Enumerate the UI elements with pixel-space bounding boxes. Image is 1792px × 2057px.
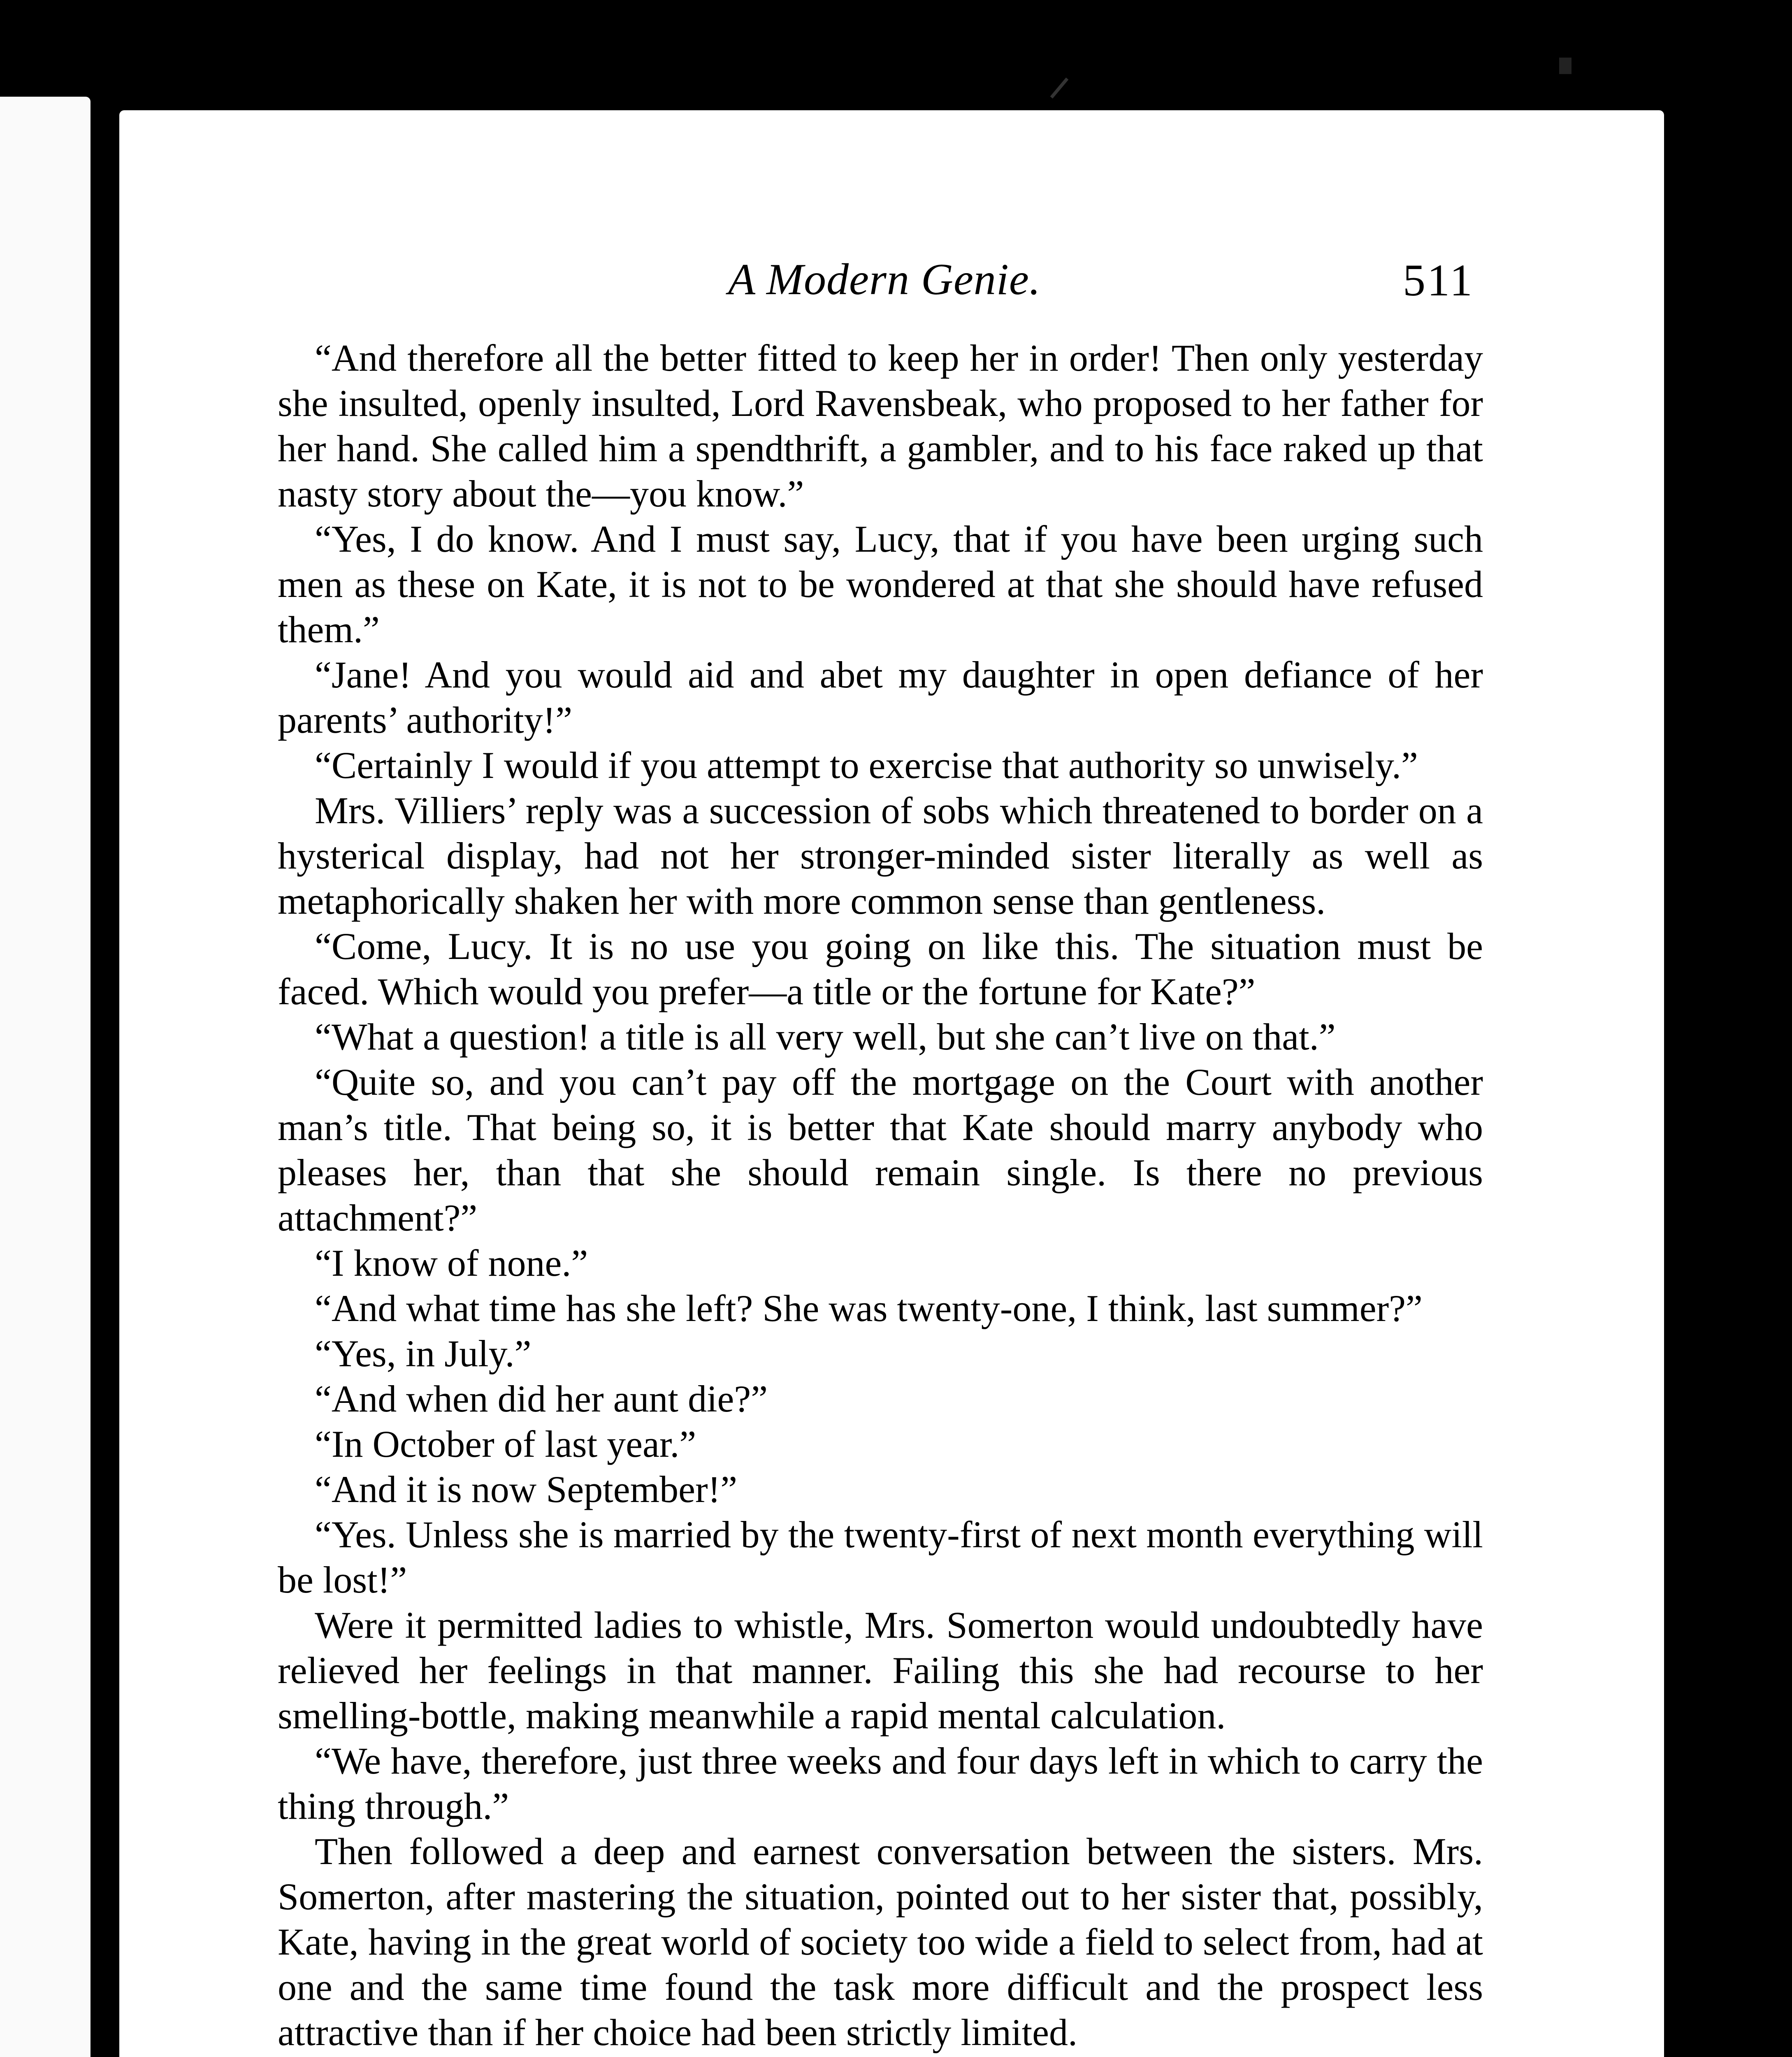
paragraph: Were it permitted ladies to whistle, Mrs. Somerton would undoubtedly have relieved her feelings in that manner. Failing this she had recourse to her smelling-bottle, making meanwhile a rapid mental calculation. — [278, 1604, 1483, 1737]
body-text — [278, 335, 1483, 2057]
scan-mark — [1559, 58, 1571, 74]
paragraph: “And when did her aunt die?” — [315, 1378, 768, 1420]
paragraph: “What a question! a title is all very well, but she can’t live on that.” — [315, 1016, 1336, 1058]
page-number: 511 — [1403, 255, 1474, 305]
adjacent-page-edge — [0, 97, 91, 2057]
running-head-title: A Modern Genie. — [728, 255, 1041, 304]
paragraph: “Yes, in July.” — [315, 1333, 532, 1374]
paragraph: “Yes. Unless she is married by the twenty-first of next month everything will be lost!” — [278, 1514, 1483, 1601]
paragraph: “I know of none.” — [315, 1242, 588, 1284]
paragraph: “And what time has she left? She was twenty-one, I think, last summer?” — [315, 1287, 1423, 1329]
paragraph: “In October of last year.” — [315, 1423, 696, 1465]
paragraph: “Yes, I do know. And I must say, Lucy, that if you have been urging such men as these on Kate, it is not to be wondered at that she should have refused them.” — [278, 518, 1483, 650]
paragraph: “Quite so, and you can’t pay off the mortgage on the Court with another man’s title. That being so, it is better that Kate should marry anybody who pleases her, than that she should remain single. Is there no previous attachment?” — [278, 1061, 1483, 1239]
paragraph: “Come, Lucy. It is no use you going on like this. The situation must be faced. Which would you prefer—a title or the fortune for Kate?” — [278, 925, 1483, 1012]
paragraph — [278, 2055, 1483, 2057]
paragraph: “And therefore all the better fitted to keep her in order! Then only yesterday she insulted, openly insulted, Lord Ravensbeak, who proposed to her father for her hand. She called him a spendthrift, a gambler, and to his face raked up that nasty story about the—you know.” — [278, 337, 1483, 515]
paragraph: “We have, therefore, just three weeks and four days left in which to carry the thing through.” — [278, 1740, 1483, 1827]
paragraph: Mrs. Villiers’ reply was a succession of sobs which threatened to border on a hysterical display, had not her stronger-minded sister literally as well as metaphorically shaken her with more common sense than gentleness. — [278, 789, 1483, 922]
paragraph: “Jane! And you would aid and abet my daughter in open defiance of her parents’ authority!” — [278, 654, 1483, 741]
paragraph: “And it is now September!” — [315, 1468, 738, 1510]
paragraph: “Certainly I would if you attempt to exercise that authority so unwisely.” — [315, 744, 1418, 786]
paragraph: Then followed a deep and earnest conversation between the sisters. Mrs. Somerton, after mastering the situation, pointed out to her sister that, possibly, Kate, having in the great world of society too wide a field to select from, had at one and the same time found the task more difficult and the prospect less attractive than if her choice had been strictly limited. — [278, 1830, 1483, 2053]
scan-mark — [1050, 77, 1069, 98]
